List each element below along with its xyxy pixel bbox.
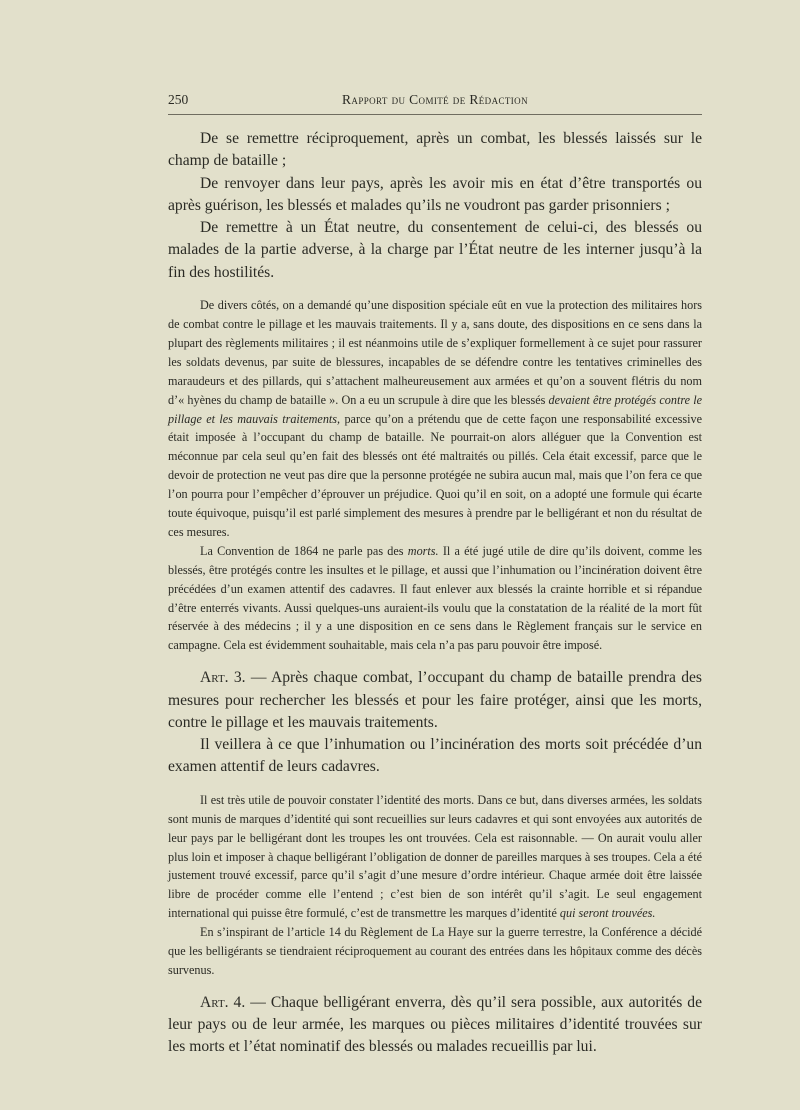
article-4: Art. 4. — Chaque belligérant enverra, dès qu’il sera possible, aux autorités de leur pays ou de leur armée, les marques ou pièces militaires d’identité trouvées sur les morts et l’état nominatif des blessés ou malades recueillis par lui. [168, 993, 702, 1056]
page-header [168, 92, 702, 110]
commentary-conference: En s’inspirant de l’article 14 du Règlement de La Haye sur la guerre terrestre, la Conférence a décidé que les belligérants se tiendraient réciproquement au courant des entrées dans les hôpitaux comme des décès survenus. [168, 925, 702, 977]
article-4-label: Art. 4. [200, 993, 246, 1011]
paragraph-etat-neutre: De remettre à un État neutre, du consentement de celui-ci, des blessés ou malades de la partie adverse, à la charge par l’État neutre de les interner jusqu’à la fin des hostilités. [168, 219, 702, 281]
paragraph-remettre-reciproquement: De se remettre réciproquement, après un combat, les blessés laissés sur le champ de bataille ; [168, 130, 702, 170]
paragraph-renvoyer: De renvoyer dans leur pays, après les avoir mis en état d’être transportés ou après guérison, les blessés et malades qu’ils ne voudront pas garder prisonniers ; [168, 174, 702, 214]
article-3: Art. 3. — Après chaque combat, l’occupant du champ de bataille prendra des mesures pour rechercher les blessés et pour les faire protéger, ainsi que les morts, contre le pillage et les mauvais traitements. [168, 669, 702, 731]
header-rule [168, 114, 702, 115]
article-3-paragraph-2: Il veillera à ce que l’inhumation ou l’incinération des morts soit précédée d’un examen attentif de leurs cadavres. [168, 736, 702, 776]
commentary-morts: La Convention de 1864 ne parle pas des morts. Il a été jugé utile de dire qu’ils doivent, comme les blessés, être protégés contre les insultes et le pillage, et aussi que l’inhumation ou l’incinération doivent être précédées d’un examen attentif des cadavres. Il faut enlever aux blessés la crainte horrible et si répandue d’être enterrés vivants. Aussi quelques-uns auraient-ils voulu que la constatation de la réalité de la mort fût réservée à des médecins ; il y a une disposition en ce sens dans le Règlement français sur le service en campagne. Cela est évidemment souhaitable, mais cela n’a pas paru pouvoir être imposé. [168, 543, 702, 653]
commentary-identite: Il est très utile de pouvoir constater l’identité des morts. Dans ce but, dans diverses armées, les soldats sont munis de marques d’identité qui sont recueillies sur leurs cadavres et qui sont envoyées aux autorités de leur pays par le belligérant dont les troupes les ont trouvées. Cela est raisonnable. — On aurait voulu aller plus loin et imposer à chaque belligérant l’obligation de donner de pareilles marques à ses troupes. Cela a été justement trouvé excessif, parce qu’il s’agit d’une mesure d’ordre intérieur. Chaque armée doit être laissée libre de procéder comme elle l’entend ; c’est bien de son intérêt qu’il s’agit. Le seul engagement international qui puisse être formulé, c’est de transmettre les marques d’identité qui seront trouvées. [168, 792, 702, 921]
page-number: 250 [168, 92, 189, 107]
page-body [168, 128, 702, 1059]
article-3-label: Art. 3. [200, 669, 246, 687]
commentary-pillage: De divers côtés, on a demandé qu’une disposition spéciale eût en vue la protection des militaires hors de combat contre le pillage et les mauvais traitements. Il y a, sans doute, des dispositions en ce sens dans la plupart des règlements militaires ; il est néanmoins utile de s’expliquer formellement à ce sujet pour rassurer les soldats devenus, par suite de blessures, incapables de se défendre contre les tentatives criminelles des maraudeurs et des pillards, qui s’attachent malheureusement aux armées et qu’on a souvent flétris du nom d’« hyènes du champ de bataille ». On a eu un scrupule à dire que les blessés devaient être protégés contre le pillage et les mauvais traitements, parce qu’on a prétendu que de cette façon une responsabilité excessive était imposée à l’occupant du champ de bataille. Ne pourrait-on alors alléguer que la Convention est méconnue par cela seul qu’en fait des blessés ont été maltraités ou pillés. Cela était excessif, parce que le devoir de protection ne veut pas dire que la personne protégée ne subira aucun mal, mais que l’on fera ce que l’on pourra pour l’empêcher d’éprouver un préjudice. Quoi qu’il en soit, on a adopté une formule qui écarte toute équivoque, puisqu’il est parlé simplement des mesures à prendre par le belligérant et non du résultat de ces mesures. [168, 298, 702, 539]
running-title: Rapport du Comité de Rédaction [342, 92, 528, 107]
